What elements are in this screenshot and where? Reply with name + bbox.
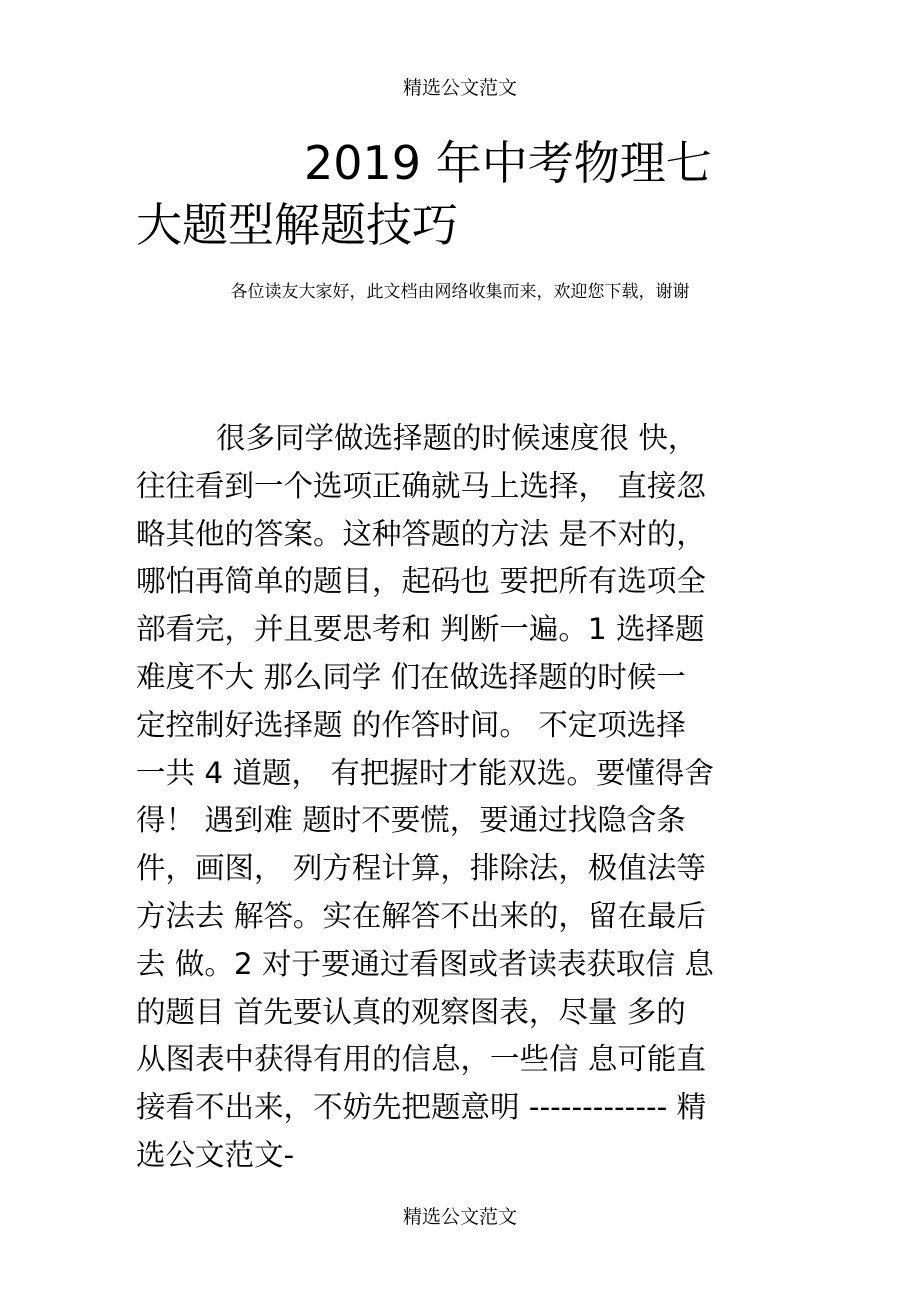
body-line: 很多同学做选择题的时候速度很 快， [216,421,698,455]
body-line: 得！ 遇到难 题时不要慌，要通过找隐含条 [136,803,686,838]
body-line: 选公文范文- [136,1137,295,1172]
body-line: 往往看到一个选项正确就马上选择， 直接忽 [136,468,706,503]
title-line-1: 2019 年中考物理七 [304,136,712,190]
body-line: 接看不出来，不妨先把题意明 ------------- 精 [136,1090,707,1125]
body-line: 从图表中获得有用的信息，一些信 息可能直 [136,1042,706,1077]
body-line: 件，画图， 列方程计算，排除法，极值法等 [136,851,706,886]
body-line: 难度不大 那么同学 们在做选择题的时候一 [136,659,686,694]
document-title [136,132,796,256]
body-line: 定控制好选择题 的作答时间。 不定项选择 [136,707,686,742]
body-line: 一共 4 道题， 有把握时才能双选。要懂得舍 [136,755,714,790]
body-line: 部看完，并且要思考和 判断一遍。1 选择题 [136,612,705,647]
page-header: 精选公文范文 [402,77,517,99]
body-line: 的题目 首先要认真的观察图表，尽量 多的 [136,994,686,1029]
document-subtitle: 各位读友大家好，此文档由网络收集而来，欢迎您下载，谢谢 [230,282,690,302]
body-line: 方法去 解答。实在解答不出来的，留在最后 [136,898,706,933]
body-line: 略其他的答案。这种答题的方法 是不对的， [136,516,706,551]
body-line: 去 做。2 对于要通过看图或者读表获取信 息 [136,946,714,981]
title-line-2: 大题型解题技巧 [136,198,458,252]
page-footer: 精选公文范文 [402,1206,517,1228]
body-line: 哪怕再简单的题目，起码也 要把所有选项全 [136,564,706,599]
body-paragraph [136,415,786,1180]
